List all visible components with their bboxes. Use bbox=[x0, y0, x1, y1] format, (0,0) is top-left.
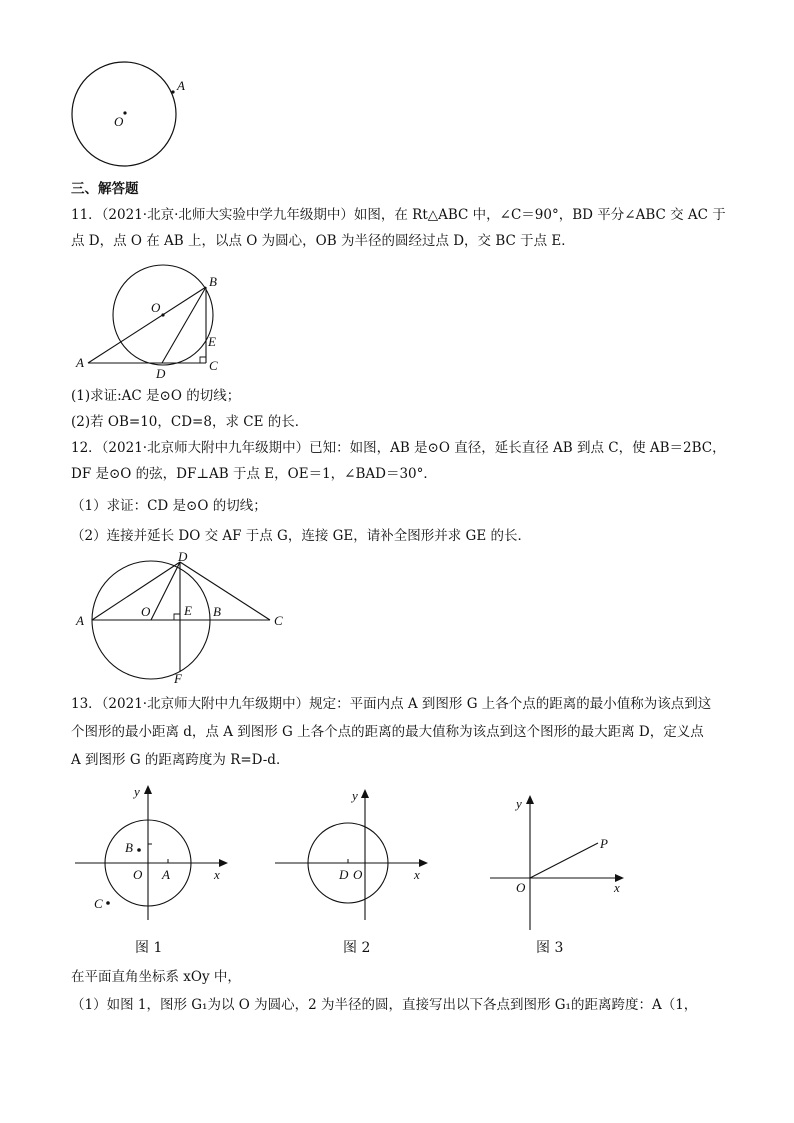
fig1-label-b: B bbox=[125, 840, 133, 855]
q12-line2: DF 是⊙O 的弦，DF⊥AB 于点 E，OE＝1，∠BAD＝30°． bbox=[71, 466, 437, 482]
q12-right-angle bbox=[174, 614, 180, 620]
fig1-point-b bbox=[137, 848, 141, 852]
fig1-point-c bbox=[106, 901, 110, 905]
label-a: A bbox=[177, 78, 185, 93]
q13-line2: 个图形的最小距离 d，点 A 到图形 G 上各个点的距离的最大值称为该点到这个图形的最大距离 D，定义点 bbox=[71, 724, 704, 740]
q11-line1: 11．（2021·北京·北师大实验中学九年级期中）如图，在 Rt△ABC 中，∠C＝90°，BD 平分∠ABC 交 AC 于 bbox=[71, 207, 726, 223]
q12-label-o: O bbox=[141, 604, 151, 619]
fig3-label-p: P bbox=[600, 836, 608, 851]
q12-line-ad bbox=[92, 562, 180, 620]
q12-line-od bbox=[151, 562, 180, 620]
fig3-label-x: x bbox=[614, 880, 620, 895]
q12-label-a: A bbox=[76, 613, 84, 628]
q11-right-angle bbox=[200, 357, 206, 363]
q12-label-c: C bbox=[274, 613, 283, 628]
q13-line4: 在平面直角坐标系 xOy 中， bbox=[71, 969, 241, 985]
point-a bbox=[171, 90, 174, 93]
q13-line3: A 到图形 G 的距离跨度为 R=D-d． bbox=[71, 752, 290, 768]
q12-part2: （2）连接并延长 DO 交 AF 于点 G，连接 GE，请补全图形并求 GE 的长． bbox=[71, 528, 531, 544]
q11-label-c: C bbox=[209, 358, 218, 373]
q12-label-d: D bbox=[178, 549, 188, 564]
fig1-y-arrow bbox=[144, 785, 152, 794]
q12-label-f: F bbox=[174, 671, 182, 686]
q11-point-o bbox=[161, 313, 164, 316]
q13-fig1 bbox=[70, 780, 240, 925]
q13-line1: 13．（2021·北京师大附中九年级期中）规定：平面内点 A 到图形 G 上各个点的距离的最小值称为该点到这 bbox=[71, 696, 712, 712]
q12-figure bbox=[70, 549, 300, 686]
top-circle-figure bbox=[60, 55, 200, 175]
q11-label-a: A bbox=[76, 355, 84, 370]
q12-line-dc bbox=[180, 562, 270, 620]
label-o: O bbox=[114, 114, 124, 129]
q13-fig2 bbox=[270, 780, 440, 925]
q11-line-ab bbox=[88, 287, 206, 363]
q11-label-b: B bbox=[209, 274, 217, 289]
fig2-label-y: y bbox=[352, 788, 358, 803]
fig3-label-o: O bbox=[516, 880, 526, 895]
fig2-x-arrow bbox=[419, 859, 428, 867]
q11-label-d: D bbox=[156, 366, 166, 381]
fig1-label-a: A bbox=[162, 867, 170, 882]
q12-line1: 12．（2021·北京师大附中九年级期中）已知：如图，AB 是⊙O 直径，延长直径 AB 到点 C，使 AB＝2BC， bbox=[71, 440, 726, 456]
fig1-x-arrow bbox=[219, 859, 228, 867]
fig2-label-d: D bbox=[339, 867, 349, 882]
q11-part1: (1)求证:AC 是⊙O 的切线； bbox=[71, 388, 241, 404]
fig3-caption: 图 3 bbox=[536, 940, 564, 956]
fig1-label-c: C bbox=[94, 896, 103, 911]
fig1-label-o: O bbox=[133, 867, 143, 882]
q12-label-b: B bbox=[213, 604, 221, 619]
q11-line2: 点 D，点 O 在 AB 上，以点 O 为圆心，OB 为半径的圆经过点 D，交 BC 于点 E． bbox=[71, 233, 575, 249]
fig2-label-x: x bbox=[414, 867, 420, 882]
section-title: 三、解答题 bbox=[71, 181, 139, 197]
q11-label-e: E bbox=[208, 334, 216, 349]
q13-fig3 bbox=[480, 790, 640, 930]
fig1-label-y: y bbox=[134, 784, 140, 799]
q12-label-e: E bbox=[184, 603, 192, 618]
fig1-label-x: x bbox=[214, 867, 220, 882]
q13-line5: （1）如图 1，图形 G₁为以 O 为圆心，2 为半径的圆，直接写出以下各点到图形 G₁的距离跨度：A（1， bbox=[71, 997, 698, 1013]
fig3-label-y: y bbox=[516, 796, 522, 811]
fig2-label-o: O bbox=[353, 867, 363, 882]
q11-part2: (2)若 OB=10，CD=8，求 CE 的长． bbox=[71, 414, 309, 430]
fig3-y-arrow bbox=[526, 795, 534, 804]
fig2-y-arrow bbox=[361, 789, 369, 798]
q12-part1: （1）求证：CD 是⊙O 的切线； bbox=[71, 498, 267, 514]
point-o bbox=[123, 111, 126, 114]
fig1-caption: 图 1 bbox=[135, 940, 163, 956]
q11-label-o: O bbox=[151, 300, 161, 315]
fig3-ray-op bbox=[530, 843, 598, 878]
q11-line-bd bbox=[162, 287, 206, 363]
q11-figure bbox=[70, 270, 230, 385]
fig2-caption: 图 2 bbox=[343, 940, 371, 956]
